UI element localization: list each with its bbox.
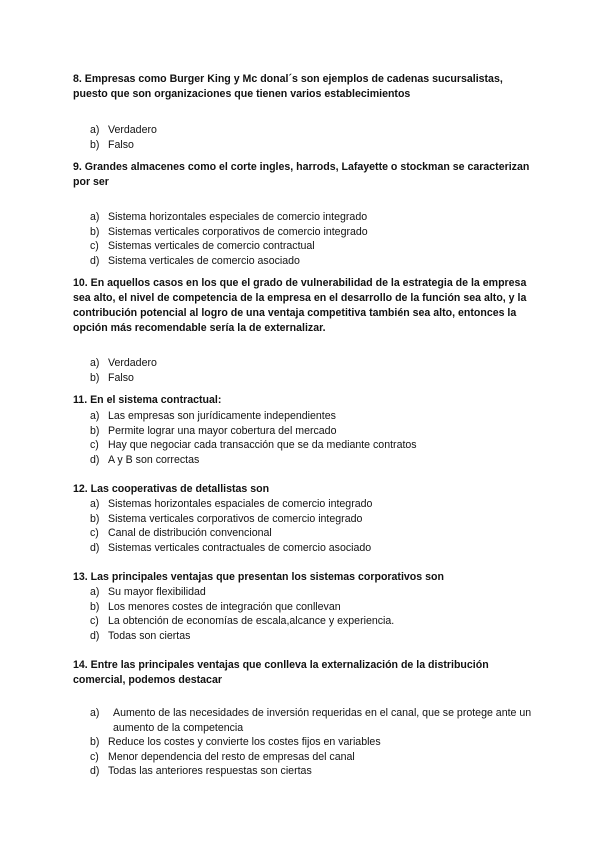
- option-text: Falso: [108, 138, 134, 151]
- option-text: Todas las anteriores respuestas son ciertas: [108, 765, 312, 778]
- option-c: [73, 750, 533, 765]
- question-text: 8. Empresas como Burger King y Mc donal´s son ejemplos de cadenas sucursalistas, puesto que son organizaciones que tienen varios establecimientos: [73, 73, 503, 100]
- option-a: [73, 210, 533, 225]
- option-d: [73, 541, 533, 556]
- question-text: 14. Entre las principales ventajas que conlleva la externalización de la distribución comercial, podemos destacar: [73, 659, 489, 686]
- option-a: [73, 123, 533, 138]
- option-a: [73, 706, 533, 735]
- option-b: [73, 371, 533, 386]
- option-letter: b): [90, 512, 100, 525]
- option-c: [73, 438, 533, 453]
- option-text: Aumento de las necesidades de inversión requeridas en el canal, que se protege ante un aumento de la competencia: [113, 707, 532, 734]
- option-b: [73, 735, 533, 750]
- option-text: Canal de distribución convencional: [108, 527, 272, 540]
- options-list: [73, 585, 533, 643]
- option-text: Sistema verticales corporativos de comercio integrado: [108, 512, 363, 525]
- option-letter: d): [90, 254, 100, 267]
- option-text: Falso: [108, 371, 134, 384]
- option-text: Su mayor flexibilidad: [108, 586, 206, 598]
- question-13: [73, 570, 533, 643]
- option-letter: a): [90, 498, 100, 510]
- option-letter: b): [90, 138, 100, 151]
- option-letter: c): [90, 240, 99, 253]
- option-text: Los menores costes de integración que conllevan: [108, 600, 341, 613]
- option-d: [73, 254, 533, 269]
- question-text: 10. En aquellos casos en los que el grado de vulnerabilidad de la estrategia de la empresa sea alto, el nivel de competencia de la empresa en el desarrollo de la función sea alto, y la contribución potencial al logro de una ventaja competitiva también sea alto, entonces la opción más recomendable sería la de externalizar.: [73, 277, 527, 334]
- question-8: [73, 72, 533, 152]
- options-list: [73, 409, 533, 467]
- option-letter: d): [90, 453, 100, 466]
- options-list: [73, 210, 533, 268]
- option-b: [73, 225, 533, 240]
- option-d: [73, 629, 533, 644]
- option-text: Las empresas son jurídicamente independientes: [108, 410, 336, 422]
- option-letter: a): [90, 410, 100, 422]
- question-text: 11. En el sistema contractual:: [73, 394, 222, 406]
- option-letter: b): [90, 736, 100, 749]
- option-b: [73, 600, 533, 615]
- option-text: Sistema verticales de comercio asociado: [108, 254, 300, 267]
- option-c: [73, 239, 533, 254]
- option-letter: c): [90, 750, 99, 763]
- options-list: [73, 706, 533, 779]
- option-a: [73, 497, 533, 512]
- option-letter: a): [90, 586, 100, 598]
- question-9: [73, 160, 533, 268]
- option-b: [73, 424, 533, 439]
- option-letter: c): [90, 615, 99, 628]
- question-11: [73, 393, 533, 467]
- option-a: [73, 356, 533, 371]
- option-letter: a): [90, 211, 100, 223]
- option-c: [73, 614, 533, 629]
- option-text: Todas son ciertas: [108, 629, 191, 642]
- option-b: [73, 138, 533, 153]
- option-d: [73, 764, 533, 779]
- option-text: A y B son correctas: [108, 453, 200, 466]
- option-letter: c): [90, 439, 99, 452]
- option-text: Verdadero: [108, 357, 157, 369]
- question-10: [73, 276, 533, 385]
- option-text: Sistema horizontales especiales de comercio integrado: [108, 211, 368, 223]
- option-letter: b): [90, 600, 100, 613]
- option-text: Sistemas verticales de comercio contractual: [108, 240, 315, 253]
- option-a: [73, 409, 533, 424]
- option-text: Permite lograr una mayor cobertura del mercado: [108, 424, 337, 437]
- option-letter: b): [90, 371, 100, 384]
- question-text: 13. Las principales ventajas que presentan los sistemas corporativos son: [73, 571, 444, 583]
- option-text: Sistemas verticales contractuales de comercio asociado: [108, 541, 372, 554]
- option-letter: a): [90, 357, 100, 369]
- options-list: [73, 356, 533, 385]
- question-text: 12. Las cooperativas de detallistas son: [73, 483, 270, 495]
- option-text: Sistemas horizontales espaciales de comercio integrado: [108, 498, 373, 510]
- option-letter: b): [90, 225, 100, 238]
- question-14: [73, 658, 533, 779]
- question-text: 9. Grandes almacenes como el corte ingles, harrods, Lafayette o stockman se caracterizan por ser: [73, 161, 530, 188]
- option-text: Reduce los costes y convierte los costes fijos en variables: [108, 736, 381, 749]
- option-a: [73, 585, 533, 600]
- option-letter: d): [90, 765, 100, 778]
- options-list: [73, 123, 533, 152]
- options-list: [73, 497, 533, 555]
- option-text: Verdadero: [108, 124, 157, 136]
- option-d: [73, 453, 533, 468]
- option-text: Menor dependencia del resto de empresas del canal: [108, 750, 355, 763]
- option-text: Sistemas verticales corporativos de comercio integrado: [108, 225, 368, 238]
- option-letter: a): [90, 124, 100, 136]
- option-text: La obtención de economías de escala,alcance y experiencia.: [108, 615, 395, 628]
- option-letter: b): [90, 424, 100, 437]
- option-letter: c): [90, 527, 99, 540]
- option-b: [73, 512, 533, 527]
- option-letter: d): [90, 629, 100, 642]
- option-letter: d): [90, 541, 100, 554]
- option-c: [73, 526, 533, 541]
- option-letter: a): [90, 707, 100, 719]
- option-text: Hay que negociar cada transacción que se da mediante contratos: [108, 439, 417, 452]
- question-12: [73, 482, 533, 555]
